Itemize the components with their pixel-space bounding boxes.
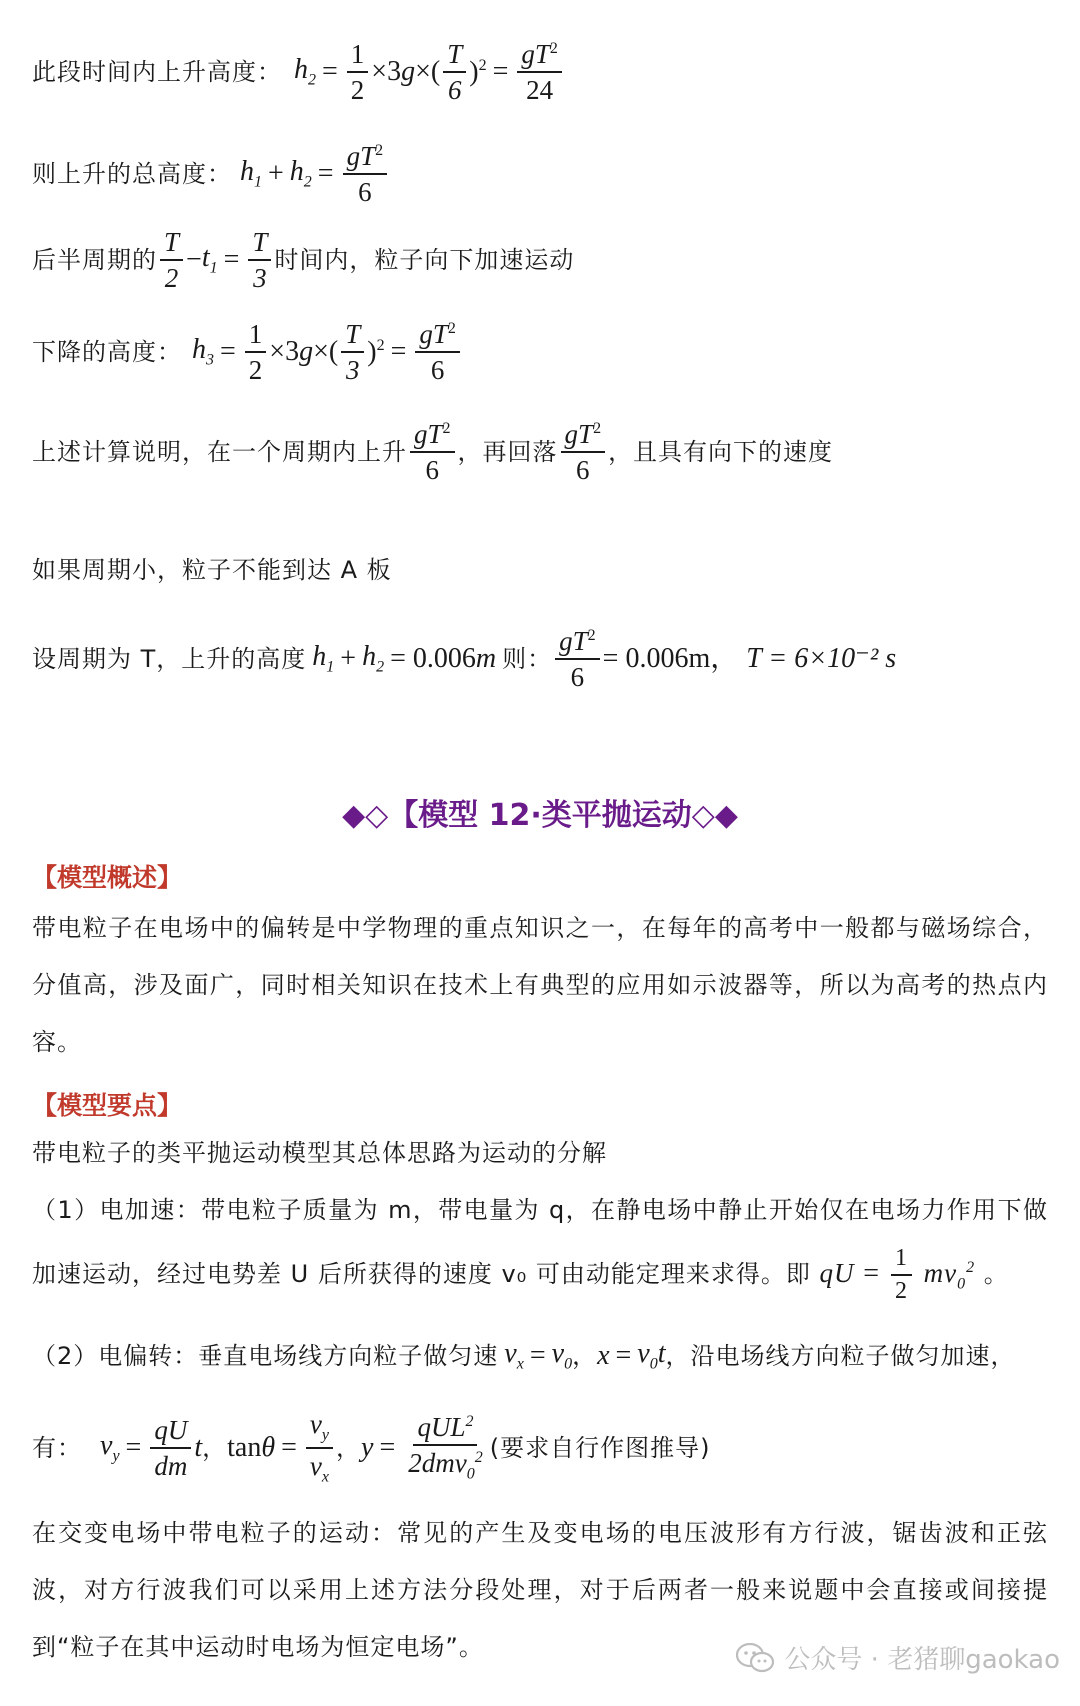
fraction-T-6: $\frac{T}{6}$ (443, 40, 466, 105)
wechat-icon (736, 1643, 774, 1673)
watermark-text: 公众号 · 老猪聊gaokao (784, 1645, 1060, 1675)
overview-tag: 【模型概述】 (32, 863, 183, 892)
summary-line: 上述计算说明，在一个周期内上升 $\frac{gT^2}{6}$ ，再回落 $\frac{gT^2}{6}$ ，且具有向下的速度 (32, 419, 834, 486)
section-heading: ◆◇【模型 12·类平抛运动◇◆ (342, 798, 738, 833)
line-label: 下降的高度： (32, 338, 182, 367)
overview-paragraph: 带电粒子在电场中的偏转是中学物理的重点知识之一，在每年的高考中一般都与磁场综合，分值高，涉及面广，同时相关知识在技术上有典型的应用如示波器等，所以为高考的热点内容。 (32, 914, 1048, 1056)
watermark (736, 1639, 1060, 1676)
period-line: 设周期为 T，上升的高度 $h_1$ + $h_2$ = 0.006m 则： $\frac{gT^2}{6}$ = 0.006m， T = 6×10⁻² s (32, 626, 897, 693)
item2-line: （2）电偏转：垂直电场线方向粒子做匀速 $v_x$ = $v_0$ ， x = $v_0t$ ，沿电场线方向粒子做匀加速， (32, 1338, 1016, 1373)
points-tag: 【模型要点】 (32, 1091, 183, 1120)
line-label: 则上升的总高度： (32, 160, 232, 189)
math-h2: $h_2$ (294, 54, 316, 89)
fraction-gT2-6: $\frac{gT^2}{6}$ (343, 142, 388, 207)
fraction-half: $\frac{1}{2}$ (347, 40, 369, 105)
alternating-field-paragraph: 在交变电场中带电粒子的运动：常见的产生及变电场的电压波形有方行波，锯齿波和正弦波，对方行波我们可以采用上述方法分段处理，对于后两者一般来说题中会直接或间接提到“粒子在其中运动时电场为恒定电场”。 (32, 1519, 1048, 1661)
line-prefix: 后半周期的 (32, 246, 157, 275)
deflection-equations: 有： $v_y$ = $\frac{qU}{dm}$ t ， tanθ = $\frac{v_y}{v_x}$ ， y = $\frac{qUL^2}{2dmv_0^2}$ (要求自行作图推导) (32, 1409, 711, 1486)
equation-line-h3: 下降的高度： $h_3$ = $\frac{1}{2}$ ×3g×( $\frac{T}{3}$ )$^2$ = $\frac{gT^2}{6}$ (32, 320, 463, 385)
equation-line-h2: 此段时间内上升高度： $h_2$ = $\frac{1}{2}$ ×3g×( $\frac{T}{6}$ )$^2$ = $\frac{gT^2}{24}$ (32, 40, 565, 105)
line-suffix: 时间内，粒子向下加速运动 (274, 246, 575, 275)
equation-line-total-rise: 则上升的总高度： $h_1$ + $h_2$ = $\frac{gT^2}{6}$ (32, 142, 390, 207)
points-intro: 带电粒子的类平抛运动模型其总体思路为运动的分解 (32, 1139, 607, 1167)
item1-paragraph: （1）电加速：带电粒子质量为 m，带电量为 q，在静电场中静止开始仅在电场力作用下做加速运动，经过电势差 U 后所获得的速度 v₀ 可由动能定理来求得。即 qU = $\frac{1}{2}$ $mv_0^2$ 。 (32, 1196, 1048, 1304)
fraction-gT2-24: $\frac{gT^2}{24}$ (517, 40, 562, 105)
line-label: 此段时间内上升高度： (32, 58, 282, 87)
condition-line: 如果周期小，粒子不能到达 A 板 (32, 556, 392, 584)
equation-line-second-half: 后半周期的 $\frac{T}{2}$ − $t_1$ = $\frac{T}{3}$ 时间内，粒子向下加速运动 (32, 227, 575, 294)
